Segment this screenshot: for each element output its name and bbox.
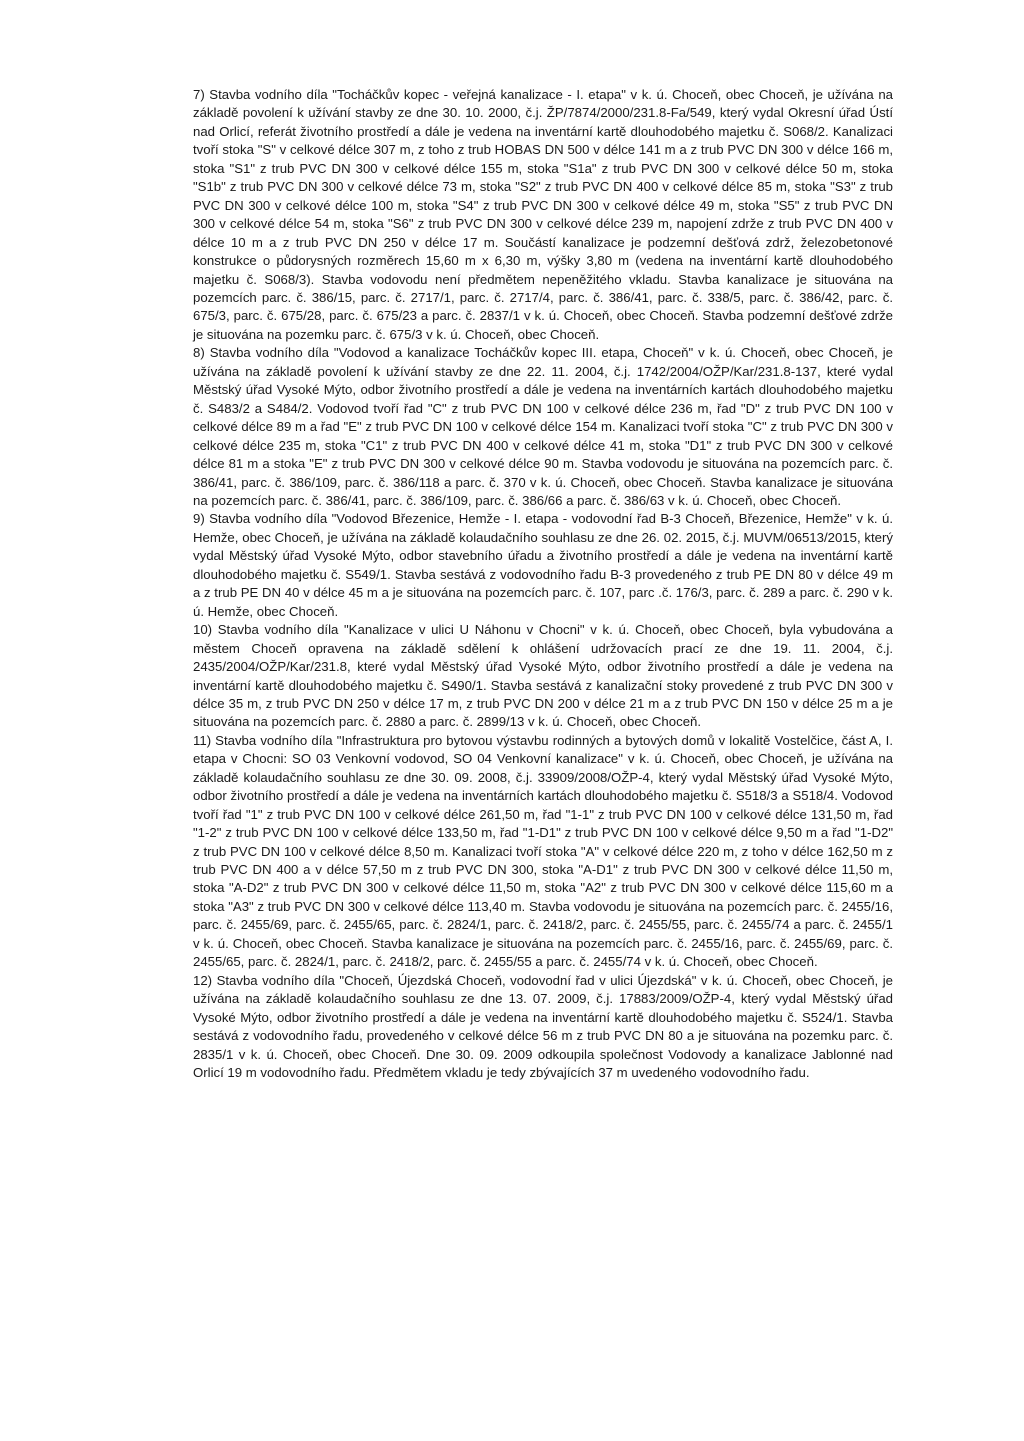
paragraph-item-9: 9) Stavba vodního díla "Vodovod Březenice, Hemže - I. etapa - vodovodní řad B-3 Choceň, Březenice, Hemže" v k. ú. Hemže, obec Choceň, je užívána na základě kolaudačního souhlasu ze dne 26. 02. 2015, č.j. MUVM/06513/2015, který vydal Městský úřad Vysoké Mýto, odbor stavebního úřadu a životního prostředí a dále je vedena na inventární kartě dlouhodobého majetku č. S549/1. Stavba sestává z vodovodního řadu B-3 provedeného z trub PE DN 80 v délce 49 m a z trub PE DN 40 v délce 45 m a je situována na pozemcích parc. č. 107, parc .č. 176/3, parc. č. 289 a parc. č. 290 v k. ú. Hemže, obec Choceň. — [193, 511, 893, 619]
document-page — [193, 86, 893, 1082]
paragraph-item-11: 11) Stavba vodního díla "Infrastruktura pro bytovou výstavbu rodinných a bytových domů v lokalitě Vostelčice, část A, I. etapa v Chocni: SO 03 Venkovní vodovod, SO 04 Venkovní kanalizace" v k. ú. Choceň, obec Choceň, je užívána na základě kolaudačního souhlasu ze dne 30. 09. 2008, č.j. 33909/2008/OŽP-4, který vydal Městský úřad Vysoké Mýto, odbor životního prostředí a dále je vedena na inventárních kartách dlouhodobého majetku č. S518/3 a S518/4. Vodovod tvoří řad "1" z trub PVC DN 100 v celkové délce 261,50 m, řad "1-1" z trub PVC DN 100 v celkové délce 131,50 m, řad "1-2" z trub PVC DN 100 v celkové délce 133,50 m, řad "1-D1" z trub PVC DN 100 v celkové délce 9,50 m a řad "1-D2" z trub PVC DN 100 v celkové délce 8,50 m. Kanalizaci tvoří stoka "A" v celkové délce 220 m, z toho v délce 162,50 m z trub PVC DN 400 a v délce 57,50 m z trub PVC DN 300, stoka "A-D1" z trub PVC DN 300 v celkové délce 11,50 m, stoka "A-D2" z trub PVC DN 300 v celkové délce 11,50 m, stoka "A2" z trub PVC DN 300 v celkové délce 115,60 m a stoka "A3" z trub PVC DN 300 v celkové délce 113,40 m. Stavba vodovodu je situována na pozemcích parc. č. 2455/16, parc. č. 2455/69, parc. č. 2455/65, parc. č. 2824/1, parc. č. 2418/2, parc. č. 2455/55, parc. č. 2455/74 a parc. č. 2455/1 v k. ú. Choceň, obec Choceň. Stavba kanalizace je situována na pozemcích parc. č. 2455/16, parc. č. 2455/69, parc. č. 2455/65, parc. č. 2824/1, parc. č. 2418/2, parc. č. 2455/55 a parc. č. 2455/74 v k. ú. Choceň, obec Choceň. — [193, 732, 893, 970]
paragraph-item-10: 10) Stavba vodního díla "Kanalizace v ulici U Náhonu v Chocni" v k. ú. Choceň, obec Choceň, byla vybudována a městem Choceň opravena na základě sdělení k ohlášení udržovacích prací ze dne 19. 11. 2004, č.j. 2435/2004/OŽP/Kar/231.8, které vydal Městský úřad Vysoké Mýto, odbor životního prostředí a dále je vedena na inventární kartě dlouhodobého majetku č. S490/1. Stavba sestává z kanalizační stoky provedené z trub PVC DN 300 v délce 35 m, z trub PVC DN 250 v délce 17 m, z trub PVC DN 200 v délce 21 m a z trub PVC DN 150 v délce 25 m a je situována na pozemcích parc. č. 2880 a parc. č. 2899/13 v k. ú. Choceň, obec Choceň. — [193, 622, 893, 730]
paragraph-item-12: 12) Stavba vodního díla "Choceň, Újezdská Choceň, vodovodní řad v ulici Újezdská" v k. ú. Choceň, obec Choceň, je užívána na základě kolaudačního souhlasu ze dne 13. 07. 2009, č.j. 17883/2009/OŽP-4, který vydal Městský úřad Vysoké Mýto, odbor životního prostředí a dále je vedena na inventární kartě dlouhodobého majetku č. S524/1. Stavba sestává z vodovodního řadu, provedeného v celkové délce 56 m z trub PVC DN 80 a je situována na pozemku parc. č. 2835/1 v k. ú. Choceň, obec Choceň. Dne 30. 09. 2009 odkoupila společnost Vodovody a kanalizace Jablonné nad Orlicí 19 m vodovodního řadu. Předmětem vkladu je tedy zbývajících 37 m uvedeného vodovodního řadu. — [193, 972, 893, 1081]
paragraph-item-8: 8) Stavba vodního díla "Vodovod a kanalizace Tocháčkův kopec III. etapa, Choceň" v k. ú. Choceň, obec Choceň, je užívána na základě povolení k užívání stavby ze dne 22. 11. 2004, č.j. 1742/2004/OŽP/Kar/231.8-137, které vydal Městský úřad Vysoké Mýto, odbor životního prostředí a dále je vedena na inventárních kartách dlouhodobého majetku č. S483/2 a S484/2. Vodovod tvoří řad "C" z trub PVC DN 100 v celkové délce 236 m, řad "D" z trub PVC DN 100 v celkové délce 89 m a řad "E" z trub PVC DN 100 v celkové délce 154 m. Kanalizaci tvoří stoka "C" z trub PVC DN 300 v celkové délce 235 m, stoka "C1" z trub PVC DN 400 v celkové délce 41 m, stoka "D1" z trub PVC DN 300 v celkové délce 81 m a stoka "E" z trub PVC DN 300 v celkové délce 90 m. Stavba vodovodu je situována na pozemcích parc. č. 386/41, parc. č. 386/109, parc. č. 386/118 a parc. č. 370 v k. ú. Choceň, obec Choceň. Stavba kanalizace je situována na pozemcích parc. č. 386/41, parc. č. 386/109, parc. č. 386/66 a parc. č. 386/63 v k. ú. Choceň, obec Choceň. — [193, 345, 893, 508]
paragraph-item-7: 7) Stavba vodního díla "Tocháčkův kopec - veřejná kanalizace - I. etapa" v k. ú. Choceň, obec Choceň, je užívána na základě povolení k užívání stavby ze dne 30. 10. 2000, č.j. ŽP/7874/2000/231.8-Fa/549, který vydal Okresní úřad Ústí nad Orlicí, referát životního prostředí a dále je vedena na inventární kartě dlouhodobého majetku č. S068/2. Kanalizaci tvoří stoka "S" v celkové délce 307 m, z toho z trub HOBAS DN 500 v délce 141 m a z trub PVC DN 300 v délce 166 m, stoka "S1" z trub PVC DN 300 v celkové délce 155 m, stoka "S1a" z trub PVC DN 300 v celkové délce 50 m, stoka "S1b" z trub PVC DN 300 v celkové délce 73 m, stoka "S2" z trub PVC DN 400 v celkové délce 85 m, stoka "S3" z trub PVC DN 300 v celkové délce 100 m, stoka "S4" z trub PVC DN 300 v celkové délce 49 m, stoka "S5" z trub PVC DN 300 v celkové délce 54 m, stoka "S6" z trub PVC DN 300 v celkové délce 239 m, napojení zdrže z trub PVC DN 400 v délce 10 m a z trub PVC DN 250 v délce 17 m. Součástí kanalizace je podzemní dešťová zdrž, železobetonové konstrukce o půdorysných rozměrech 15,60 m x 6,30 m, výšky 3,80 m (vedena na inventární kartě dlouhodobého majetku č. S068/3). Stavba vodovodu není předmětem nepeněžitého vkladu. Stavba kanalizace je situována na pozemcích parc. č. 386/15, parc. č. 2717/1, parc. č. 2717/4, parc. č. 386/41, parc. č. 338/5, parc. č. 386/42, parc. č. 675/3, parc. č. 675/28, parc. č. 675/23 a parc. č. 2837/1 v k. ú. Choceň, obec Choceň. Stavba podzemní dešťové zdrže je situována na pozemku parc. č. 675/3 v k. ú. Choceň, obec Choceň. — [193, 87, 893, 342]
